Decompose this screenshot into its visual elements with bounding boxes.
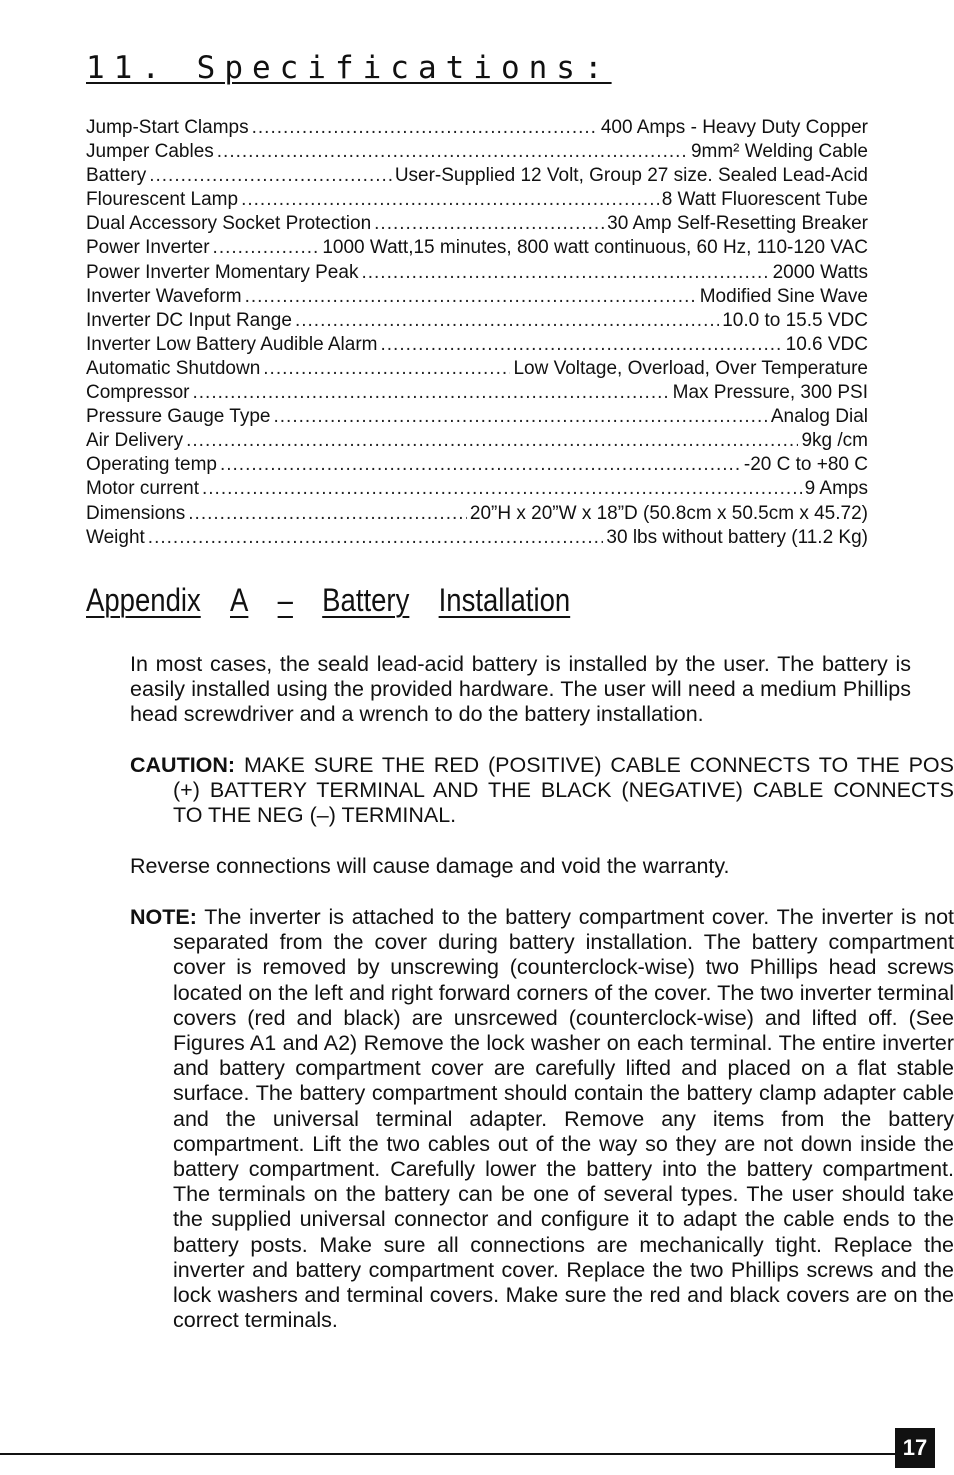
note-label: NOTE: <box>130 905 197 929</box>
dot-leader <box>295 309 719 333</box>
note-paragraph <box>130 905 954 1333</box>
spec-row <box>86 261 868 285</box>
dot-leader <box>188 502 467 526</box>
spec-row <box>86 236 868 260</box>
spec-label: Weight <box>86 526 145 548</box>
appendix-title <box>86 582 570 619</box>
appendix-title-word: Battery <box>322 582 410 618</box>
reverse-warning: Reverse connections will cause damage and void the warranty. <box>130 854 730 878</box>
spec-row <box>86 212 868 236</box>
spec-row <box>86 116 868 140</box>
caution-paragraph <box>130 753 954 829</box>
spec-label: Operating temp <box>86 454 217 476</box>
spec-value: Analog Dial <box>770 406 868 428</box>
dot-leader <box>273 405 767 429</box>
spec-value: Max Pressure, 300 PSI <box>672 382 868 404</box>
spec-row <box>86 309 868 333</box>
dot-leader <box>149 164 392 188</box>
appendix-title-word: – <box>277 582 293 618</box>
spec-value: 9 Amps <box>804 478 868 500</box>
spec-label: Dual Accessory Socket Protection <box>86 213 372 235</box>
dot-leader <box>263 357 510 381</box>
spec-label: Jump-Start Clamps <box>86 117 249 138</box>
spec-row <box>86 285 868 309</box>
spec-row <box>86 188 868 212</box>
dot-leader <box>213 236 320 260</box>
appendix-title-word: Appendix <box>86 582 201 618</box>
spec-value: Modified Sine Wave <box>699 285 868 307</box>
dot-leader <box>245 285 697 309</box>
page-number: 17 <box>895 1428 935 1468</box>
spec-label: Power Inverter <box>86 237 210 259</box>
appendix-title-word: Installation <box>438 582 571 618</box>
dot-leader <box>217 140 688 164</box>
spec-value: Low Voltage, Overload, Over Temperature <box>513 357 868 379</box>
spec-row <box>86 526 868 550</box>
dot-leader <box>186 429 798 453</box>
spec-label: Inverter DC Input Range <box>86 309 292 331</box>
spec-row <box>86 140 868 164</box>
spec-row <box>86 502 868 526</box>
dot-leader <box>202 477 802 501</box>
spec-row <box>86 333 868 357</box>
spec-value: User-Supplied 12 Volt, Group 27 size. Sealed Lead-Acid <box>394 165 868 187</box>
spec-value: 30 lbs without battery (11.2 Kg) <box>606 526 868 548</box>
dot-leader <box>148 526 604 550</box>
dot-leader <box>252 116 598 140</box>
spec-label: Dimensions <box>86 502 186 524</box>
spec-value: 10.0 to 15.5 VDC <box>722 309 868 331</box>
spec-value: 30 Amp Self-Resetting Breaker <box>607 213 868 235</box>
appendix-title-word: A <box>230 582 249 618</box>
spec-label: Pressure Gauge Type <box>86 406 271 428</box>
spec-value: -20 C to +80 C <box>743 454 868 476</box>
spec-label: Jumper Cables <box>86 141 214 163</box>
spec-row <box>86 477 868 501</box>
spec-label: Motor current <box>86 478 199 500</box>
spec-value: 9mm² Welding Cable <box>690 141 868 163</box>
spec-row <box>86 405 868 429</box>
note-text: The inverter is attached to the battery compartment cover. The inverter is not separated from the cover during battery installation. The battery compartment cover is removed by unscrewing (counterclock-wise) two Phillips head screws located on the left and right forward corners of the cover. The two inverter terminal covers (red and black) are unsrcewed (counterclock-wise) and lifted off. (See Figures A1 and A2) Remove the lock washer on each terminal. The entire inverter and battery compartment cover are carefully lifted and placed on a flat stable surface. The battery compartment should contain the battery clamp adapter cable and the universal terminal adapter. Remove any items from the battery compartment. Lift the two cables out of the way so they are not down inside the battery compartment. Carefully lower the battery into the battery compartment. The terminals on the battery can be one of several types. The user should take the supplied universal connector and configure it to adapt the cable ends to the battery posts. Make sure all connections are mechanically tight. Replace the inverter and battery compartment cover. Replace the two Phillips screws and the lock washers and terminal covers. Make sure the red and black covers are on the correct terminals. <box>173 905 954 1333</box>
spec-row <box>86 164 868 188</box>
caution-text: MAKE SURE THE RED (POSITIVE) CABLE CONNECTS TO THE POS (+) BATTERY TERMINAL AND THE BLACK (NEGATIVE) CABLE CONNECTS TO THE NEG (–) TERMINAL. <box>173 753 954 828</box>
spec-label: Inverter Waveform <box>86 285 242 307</box>
caution-label: CAUTION: <box>130 753 236 777</box>
spec-label: Air Delivery <box>86 430 184 452</box>
spec-value: 20”H x 20”W x 18”D (50.8cm x 50.5cm x 45.72) <box>469 502 868 524</box>
spec-label: Automatic Shutdown <box>86 357 261 379</box>
dot-leader <box>241 188 659 212</box>
spec-row <box>86 357 868 381</box>
spec-value: 8 Watt Fluorescent Tube <box>661 189 868 211</box>
spec-label: Flourescent Lamp <box>86 189 239 211</box>
spec-value: 400 Amps - Heavy Duty Copper <box>600 117 868 138</box>
spec-row <box>86 429 868 453</box>
dot-leader <box>220 453 741 477</box>
dot-leader <box>374 212 604 236</box>
spec-label: Battery <box>86 165 147 187</box>
footer-rule <box>0 1453 895 1455</box>
spec-label: Inverter Low Battery Audible Alarm <box>86 333 378 355</box>
spec-value: 9kg /cm <box>801 430 868 452</box>
spec-label: Power Inverter Momentary Peak <box>86 261 359 283</box>
section-title: 11. Specifications: <box>86 50 612 86</box>
dot-leader <box>361 261 769 285</box>
spec-row <box>86 453 868 477</box>
dot-leader <box>192 381 669 405</box>
spec-value: 10.6 VDC <box>785 333 868 355</box>
spec-row <box>86 381 868 405</box>
spec-value: 2000 Watts <box>772 261 868 283</box>
intro-paragraph: In most cases, the seald lead-acid battery is installed by the user. The battery is easily installed using the provided hardware. The user will need a medium Phillips head screwdriver and a wrench to do the battery installation. <box>130 652 911 727</box>
specifications-list <box>86 116 868 550</box>
dot-leader <box>380 333 782 357</box>
spec-value: 1000 Watt,15 minutes, 800 watt continuous, 60 Hz, 110-120 VAC <box>322 237 868 259</box>
spec-label: Compressor <box>86 382 190 404</box>
